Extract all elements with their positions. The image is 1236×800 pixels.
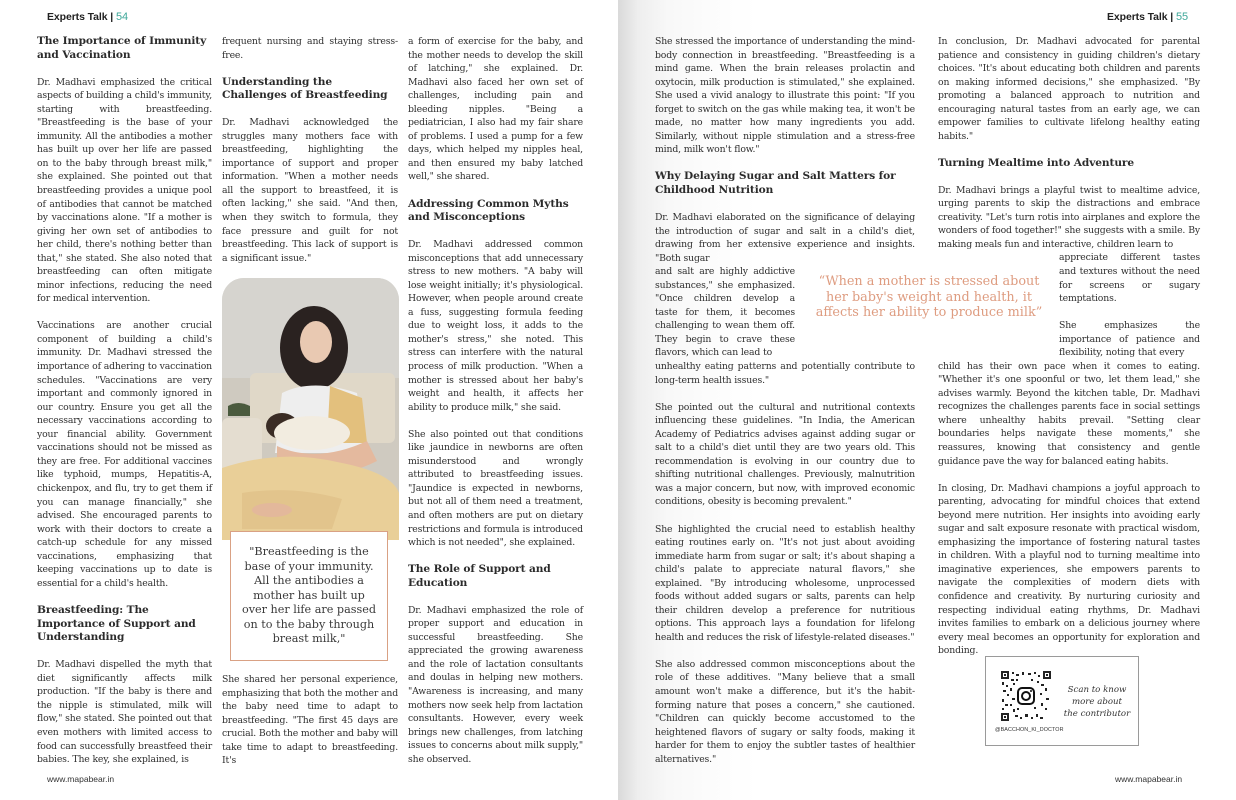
- photo-illustration: [222, 278, 399, 540]
- header-separator: |: [1170, 11, 1174, 23]
- article-column-1: [37, 35, 212, 780]
- page-header: [47, 11, 128, 23]
- article-column-3: [408, 35, 583, 780]
- qr-code-icon[interactable]: [1001, 671, 1051, 721]
- paragraph: Dr. Madhavi dispelled the myth that diet significantly affects milk production. "If the baby is there and the nipple is stimulated, milk will flow," she stated. She pointed out that even mothers with limited access to food can successfully breastfeed their babies. The key, she explained, is: [37, 659, 212, 766]
- paragraph: Dr. Madhavi emphasized the critical aspects of building a child's immunity, starting with breastfeeding. "Breastfeeding is the base of your immunity. All the antibodies a mother has built up over her life are passed on to the baby through breast milk," she explained. She pointed out that breastfeeding provides a unique pool of antibodies that cannot be matched by vaccinations alone. "If a mother is giving her own set of antibodies to her child, there's nothing better than that," she stated. She also noted that breastfeeding can often mitigate minor infections, reducing the need for medical intervention.: [37, 76, 212, 305]
- footer-url: www.mapabear.in: [1115, 774, 1183, 784]
- header-separator: |: [110, 11, 114, 23]
- paragraph: She emphasizes the importance of patience and flexibility, noting that every: [1059, 320, 1200, 359]
- paragraph: She shared her personal experience, emphasizing that both the mother and the baby need time to adapt to breastfeeding. "The first 45 days are crucial. Both the mother and baby will take time to adapt to breastfeeding. It's: [222, 674, 398, 767]
- paragraph: a form of exercise for the baby, and the mother needs to develop the skill of latching," she explained. Dr. Madhavi also faced her own set of challenges, including pain and bleeding nipples. "Being a pediatrician, I also had my fair share of problems. I used a pump for a few days, which helped my nipples heal, and then ensured my baby latched well," she shared.: [408, 36, 583, 183]
- paragraph: Dr. Madhavi acknowledged the struggles many mothers face with breastfeeding, highlighting the importance of support and proper information. "When a mother needs all the support to breastfeed, it is often lacking," she said. "And then, when they switch to formula, they face pressure and guilt for not breastfeeding. This lack of support is a significant issue.": [222, 117, 398, 264]
- paragraph: She stressed the importance of understanding the mind-body connection in breastfeeding. "Breastfeeding is a mind game. When the brain releases prolactin and oxytocin, milk production is stimulated," she explained. She used a vivid analogy to illustrate this point: "If you forget to switch on the gas while making tea, it won't be made, no matter how many ingredients you add. Similarly, without nipple stimulation and a stress-free mind, milk won't flow.": [655, 36, 915, 156]
- paragraph: Dr. Madhavi elaborated on the significance of delaying the introduction of sugar and salt in a child's diet, drawing from her extensive experience and insights. "Both sugar: [655, 212, 915, 264]
- pull-quote-text: "Breastfeeding is the base of your immunity. All the antibodies a mother has built up over her life are passed on to the baby through breast milk,": [241, 544, 377, 646]
- paragraph: Dr. Madhavi brings a playful twist to mealtime advice, urging parents to skip the distractions and embrace creativity. "Let's turn rotis into airplanes and explore the wonders of food together!" she suggests with a smile. By making meals fun and interactive, children learn to: [938, 184, 1200, 250]
- section-heading: Breastfeeding: The Importance of Support and Understanding: [37, 603, 196, 644]
- instagram-handle: @BACCHON_KI_DOCTOR: [995, 727, 1064, 733]
- footer-url: www.mapabear.in: [47, 774, 115, 784]
- section-heading: Understanding the Challenges of Breastfeeding: [222, 75, 388, 102]
- mother-breastfeeding-photo: [222, 278, 399, 540]
- paragraph: She highlighted the crucial need to establish healthy eating routines early on. "It's not just about avoiding immediate harm from sugar or salt; it's about shaping a child's palate to appreciate natural flavors," she explained. "By introducing wholesome, unprocessed foods without added sugars or salts, parents can help their children develop a preference for nutritious options. This approach lays a foundation for lifelong health and reduces the risk of lifestyle-related diseases.": [655, 523, 915, 643]
- paragraph: frequent nursing and staying stress-free.: [222, 36, 398, 61]
- page-header: [1107, 11, 1188, 23]
- paragraph: Dr. Madhavi emphasized the role of proper support and education in successful breastfeeding. She appreciated the growing awareness and the role of lactation consultants and doulas in helping new mothers. "Awareness is increasing, and many mothers now seek help from lactation consultants. However, every week brings new challenges, from latching issues to concerns about milk supply," she observed.: [408, 604, 583, 765]
- paragraph: appreciate different tastes and textures without the need for screens or sugary temptations.: [1059, 252, 1200, 305]
- section-heading: Why Delaying Sugar and Salt Matters for Childhood Nutrition: [655, 170, 896, 197]
- header-title: Experts Talk: [1107, 11, 1168, 23]
- pull-quote-box: [230, 531, 388, 661]
- paragraph: unhealthy eating patterns and potentially contribute to long-term health issues.": [655, 361, 915, 386]
- paragraph: Dr. Madhavi addressed common misconceptions that add unnecessary stress to new mothers. "A baby will lose weight initially; it's physiological. However, when people around create a fuss, suggesting formula feeding due to weight loss, it adds to the mother's stress," she noted. This stress can interfere with the natural process of milk production. "When a mother is stressed about her baby's weight and health, it affects her ability to produce milk," she said.: [408, 239, 583, 413]
- right-page: [618, 0, 1236, 800]
- pull-quote: “When a mother is stressed about her baby's weight and health, it affects her ability to produce milk”: [815, 274, 1043, 321]
- section-heading: The Importance of Immunity and Vaccination: [37, 35, 207, 61]
- paragraph: She also pointed out that conditions like jaundice in newborns are often misunderstood and wrongly attributed to breastfeeding issues. "Jaundice is expected in newborns, but not all of them need a treatment, and often mothers are put on dietary restrictions and formula is introduced which is not needed", she explained.: [408, 428, 583, 549]
- qr-caption-line: more about: [1071, 697, 1123, 707]
- section-heading: Addressing Common Myths and Misconceptions: [408, 197, 569, 224]
- section-heading: Turning Mealtime into Adventure: [938, 156, 1135, 169]
- paragraph: She also addressed common misconceptions about the role of these additives. "Many believe that a small amount won't make a difference, but it's the habit-forming nature that poses a concern," she cautioned. "Children can quickly become accustomed to the heightened flavors of sugary or salty foods, making it harder for them to enjoy the subtler tastes of healthier alternatives.": [655, 658, 915, 765]
- page-number: 55: [1175, 11, 1189, 23]
- paragraph: Vaccinations are another crucial component of building a child's immunity. Dr. Madhavi stressed the importance of adhering to vaccination schedules. "Vaccinations are very important and commonly ignored in our country. Ensure you get all the necessary vaccinations according to your financial ability. Government vaccinations should not be missed as they are free. For additional vaccines like typhoid, mumps, Hepatitis-A, chickenpox, and flu, try to get them if you can manage financially," she advised. She encouraged parents to work with their doctors to create a catch-up schedule for any missed vaccinations, emphasizing that keeping vaccinations up to date is essential for a child's health.: [37, 320, 212, 589]
- page-number: 54: [115, 11, 129, 23]
- qr-caption: [1061, 684, 1133, 720]
- header-title: Experts Talk: [47, 11, 108, 23]
- article-column-4: [655, 35, 915, 780]
- article-column-2: [222, 35, 398, 279]
- qr-caption-line: Scan to know: [1067, 685, 1127, 695]
- paragraph: and salt are highly addictive substances," she emphasized. "Once children develop a taste for them, it becomes challenging to wean them off. They begin to crave these flavors, which can lead to: [655, 266, 795, 359]
- paragraph: She pointed out the cultural and nutritional contexts influencing these guidelines. "In India, the American Academy of Pediatrics advises against adding sugar or salt to a child's diet until they are two years old. This recommendation is evolving in our country due to shifting nutritional challenges. Previously, malnutrition was a major concern, but now, with improved economic conditions, obesity is becoming prevalent.": [655, 401, 915, 508]
- paragraph: In closing, Dr. Madhavi champions a joyful approach to parenting, advocating for mindful choices that extend beyond mere nutrition. Her insights into avoiding early sugar and salt exposure resonate with practical wisdom, emphasizing the importance of fostering natural tastes in children. With a playful nod to turning mealtime into imaginative experiences, she empowers parents to navigate the complexities of modern diets with confidence and creativity. By nurturing curiosity and respecting individual eating rhythms, Dr. Madhavi invites families to embark on a delicious journey where every meal becomes an opportunity for exploration and bonding.: [938, 482, 1200, 657]
- paragraph: In conclusion, Dr. Madhavi advocated for parental patience and consistency in guiding children's dietary choices. "It's about educating both children and parents on making informed decisions," she emphasized. "By promoting a balanced approach to nutrition and encouraging natural tastes from an early age, we can empower families to cultivate lifelong healthy eating habits.": [938, 36, 1200, 142]
- qr-caption-line: the contributor: [1063, 709, 1131, 719]
- article-column-5: [938, 35, 1200, 671]
- article-column-2-continued: [222, 673, 398, 781]
- paragraph: child has their own pace when it comes to eating. "Whether it's one spoonful or two, let them lead," she advises warmly. Beyond the kitchen table, Dr. Madhavi recognizes the challenges parents face in social settings where unhealthy habits prevail. "Setting clear boundaries helps navigate these moments," she reassures, knowing that consistency and gentle guidance pave the way for balanced eating habits.: [938, 360, 1200, 467]
- contributor-qr-card: [985, 656, 1139, 746]
- section-heading: The Role of Support and Education: [408, 563, 551, 589]
